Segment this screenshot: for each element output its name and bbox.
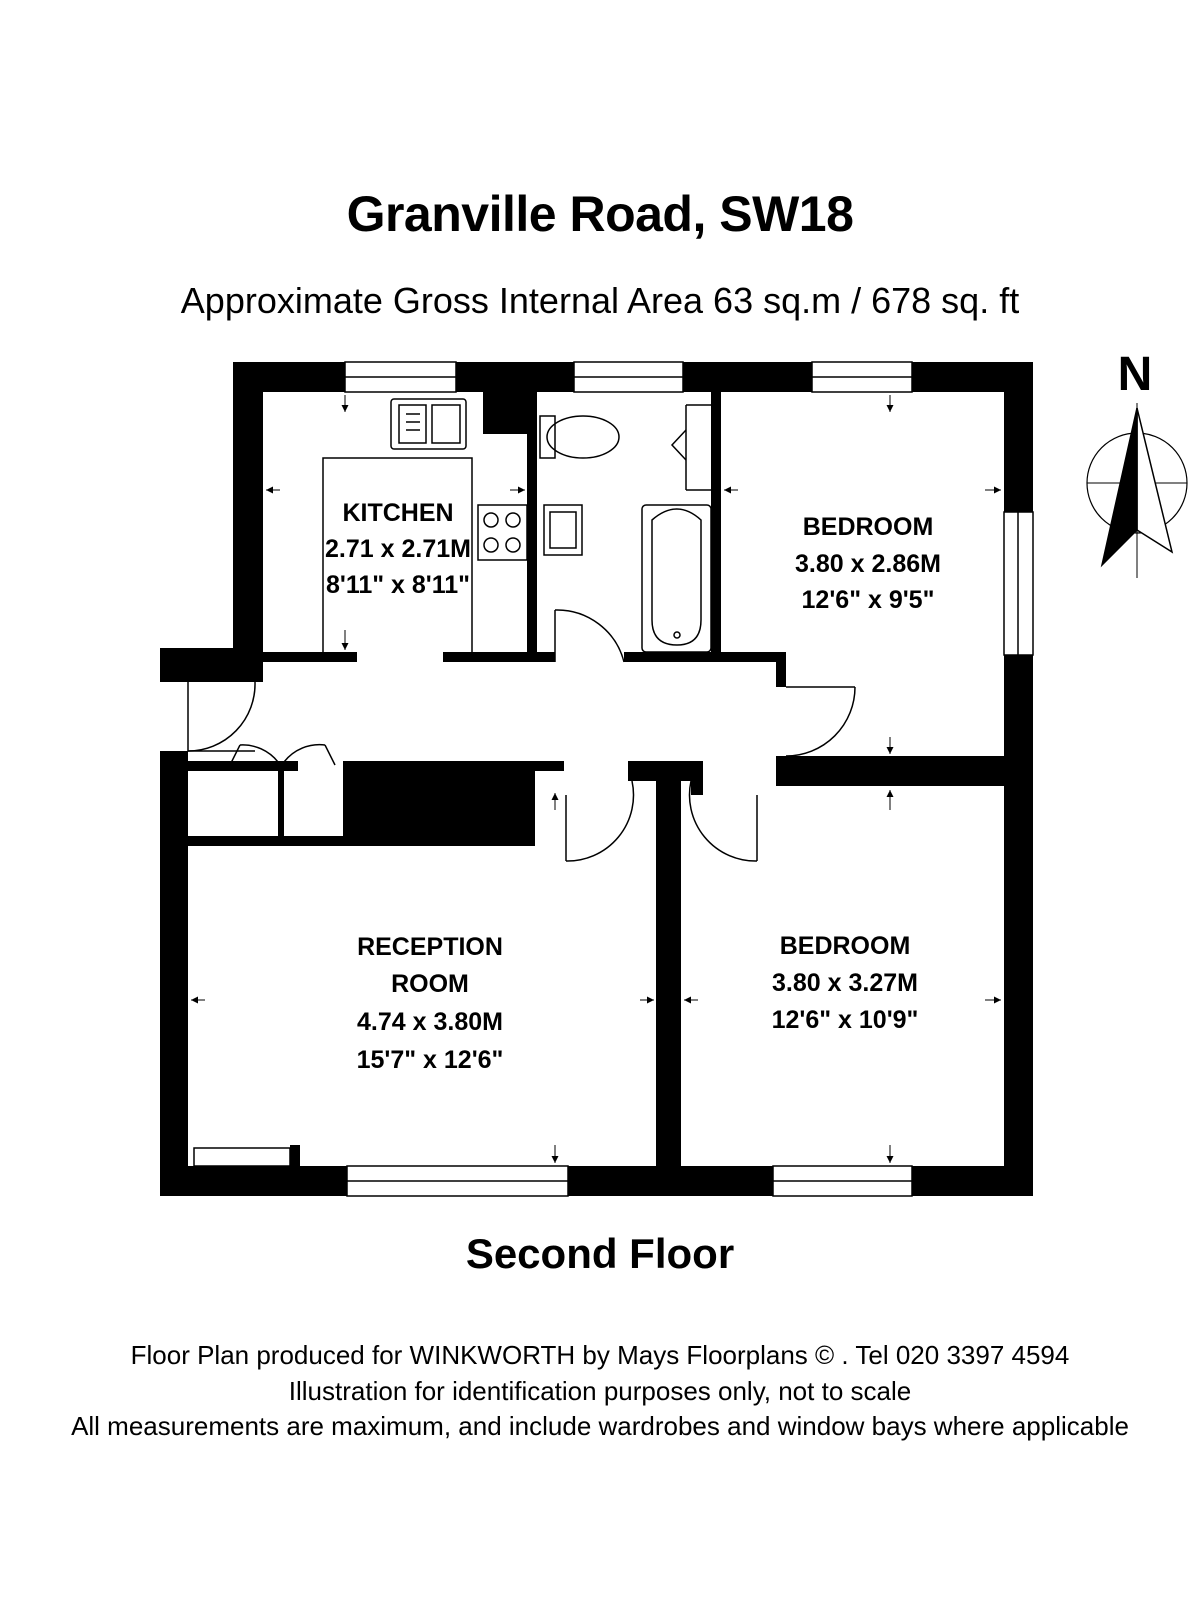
footer-credit: Floor Plan produced for WINKWORTH by Mays Floorplans © . Tel 020 3397 4594 xyxy=(130,1340,1070,1370)
kitchen-imperial: 8'11" x 8'11" xyxy=(325,571,471,599)
footer-measurements-note: All measurements are maximum, and include wardrobes and window bays where applicable xyxy=(71,1411,1129,1441)
reception-name-line2: ROOM xyxy=(391,970,469,998)
kitchen-name: KITCHEN xyxy=(342,499,454,527)
room-bedroom-top-label xyxy=(795,513,941,614)
reception-name-line1: RECEPTION xyxy=(357,933,503,961)
compass-north-label: N xyxy=(1117,348,1153,401)
room-bedroom-bottom-label xyxy=(772,932,919,1034)
gross-internal-area: Approximate Gross Internal Area 63 sq.m / 678 sq. ft xyxy=(180,280,1020,321)
bedroom-bottom-imperial: 12'6" x 10'9" xyxy=(771,1006,919,1034)
walls xyxy=(160,362,1033,1196)
compass xyxy=(1087,348,1187,578)
floor-label: Second Floor xyxy=(465,1230,735,1277)
hob xyxy=(478,505,527,560)
bedroom-top-metric: 3.80 x 2.86M xyxy=(795,550,941,578)
room-kitchen-label xyxy=(325,499,471,599)
footer-disclaimer: Illustration for identification purposes only, not to scale xyxy=(288,1376,912,1406)
kitchen-sink xyxy=(391,399,466,449)
kitchen-metric: 2.71 x 2.71M xyxy=(325,535,471,563)
bedroom-top-name: BEDROOM xyxy=(802,513,934,541)
reception-metric: 4.74 x 3.80M xyxy=(357,1008,503,1036)
bedroom-bottom-metric: 3.80 x 3.27M xyxy=(772,969,918,997)
bedroom-bottom-name: BEDROOM xyxy=(779,932,911,960)
reception-imperial: 15'7" x 12'6" xyxy=(356,1046,504,1074)
room-reception-label xyxy=(357,933,504,1074)
property-title: Granville Road, SW18 xyxy=(346,186,854,242)
bedroom-top-imperial: 12'6" x 9'5" xyxy=(801,586,935,614)
fixtures xyxy=(323,399,711,660)
